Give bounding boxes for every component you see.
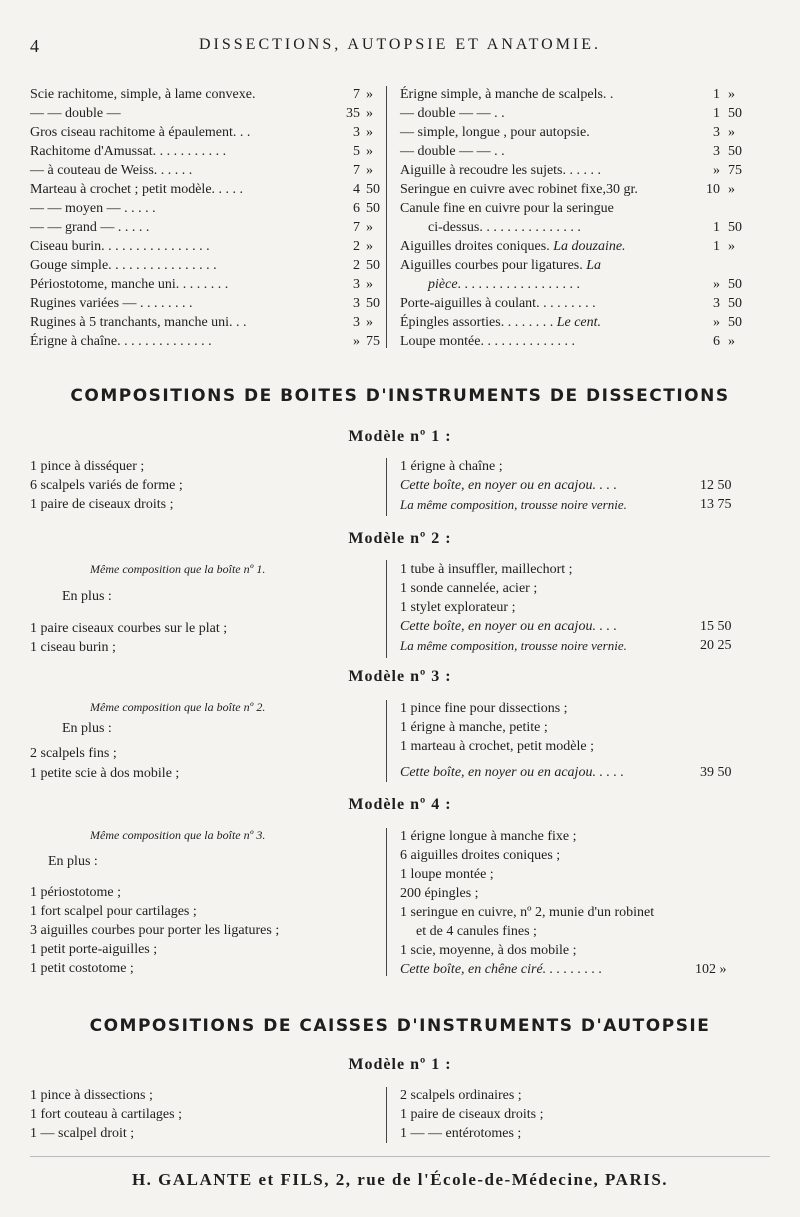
- price-row-text: — — grand — . . . . .: [30, 220, 150, 235]
- price-row: [30, 105, 392, 123]
- m4-box-label: Cette boîte, en chêne ciré. . . . . . . . .: [400, 962, 603, 977]
- price-centimes: »: [728, 334, 735, 349]
- price-row: [30, 238, 392, 256]
- price-francs: 10: [706, 182, 720, 197]
- price-row: [400, 124, 754, 142]
- price-row-label-italic: La: [586, 258, 602, 273]
- price-row: [400, 295, 754, 313]
- price-row-label-italic: pièce: [428, 277, 458, 292]
- price-row-text: Loupe montée. . . . . . . . . . . . . .: [400, 334, 575, 349]
- price-row-label: [400, 181, 638, 199]
- price-row: [30, 314, 392, 332]
- m3-note: Même composition que la boîte nº 2.: [90, 700, 266, 714]
- m3-right-item: 1 marteau à crochet, petit modèle ;: [400, 739, 594, 754]
- m1-box-price: 12 50: [700, 478, 732, 493]
- price-francs: 5: [353, 144, 360, 159]
- section-title-autopsie: COMPOSITIONS DE CAISSES D'INSTRUMENTS D'AUTOPSIE: [89, 1016, 711, 1036]
- price-francs: 3: [353, 125, 360, 140]
- price-francs: 1: [713, 239, 720, 254]
- price-row-text: ci-dessus. . . . . . . . . . . . . . .: [428, 220, 581, 235]
- price-row-text: — à couteau de Weiss. . . . . .: [30, 163, 193, 178]
- price-francs: »: [713, 315, 720, 330]
- price-francs: 1: [713, 220, 720, 235]
- price-row-text: Aiguilles droites coniques.: [400, 239, 550, 254]
- modele-3-heading: Modèle nº 3 :: [348, 668, 452, 685]
- price-row-label: [400, 143, 505, 161]
- price-row-label: [400, 124, 590, 142]
- price-row-text: Épingles assorties. . . . . . . .: [400, 315, 554, 330]
- price-row: [400, 143, 754, 161]
- a1-right-item: 1 — — entérotomes ;: [400, 1126, 522, 1141]
- a1-left-item: 1 fort couteau à cartilages ;: [30, 1107, 182, 1122]
- m4-left-item: 1 petit costotome ;: [30, 961, 134, 976]
- m2-alt-label: La même composition, trousse noire vernie.: [400, 638, 627, 653]
- price-francs: 1: [713, 87, 720, 102]
- m4-right-item: 1 loupe montée ;: [400, 867, 494, 882]
- price-row: [400, 181, 754, 199]
- price-centimes: »: [728, 239, 735, 254]
- m3-box-label: Cette boîte, en noyer ou en acajou. . . . .: [400, 765, 624, 780]
- a1-right-item: 2 scalpels ordinaires ;: [400, 1088, 522, 1103]
- price-row-text: . . . . . . . . . . . . . . . . . .: [457, 277, 581, 292]
- price-row-text: Érigne à chaîne. . . . . . . . . . . . . .: [30, 334, 212, 349]
- m2-left-item: 1 ciseau burin ;: [30, 640, 116, 655]
- price-row-text: Ciseau burin. . . . . . . . . . . . . . . .: [30, 239, 210, 254]
- m2-right-item: 1 tube à insuffler, maillechort ;: [400, 562, 573, 577]
- price-row-label: [30, 276, 228, 294]
- price-francs: 3: [353, 277, 360, 292]
- price-centimes: »: [728, 182, 735, 197]
- price-row-label: [400, 86, 613, 104]
- m4-plus: En plus :: [48, 854, 98, 869]
- price-francs: »: [713, 163, 720, 178]
- modele-1-heading: Modèle nº 1 :: [348, 428, 452, 445]
- price-francs: 3: [353, 296, 360, 311]
- m3-left-item: 1 petite scie à dos mobile ;: [30, 766, 180, 781]
- price-row-label: [400, 105, 505, 123]
- price-row-text: — double — — . .: [400, 144, 505, 159]
- price-row: [30, 200, 392, 218]
- price-centimes: 50: [728, 220, 742, 235]
- m4-left-item: 1 périostotome ;: [30, 885, 121, 900]
- price-row-text: — double — — . .: [400, 106, 505, 121]
- m4-box-price: 102 »: [695, 962, 727, 977]
- price-centimes: »: [728, 125, 735, 140]
- price-row-text: — — moyen — . . . . .: [30, 201, 156, 216]
- price-row: [30, 86, 392, 104]
- price-row-label-italic: La douzaine.: [553, 239, 626, 254]
- m3-right-item: 1 pince fine pour dissections ;: [400, 701, 568, 716]
- price-row-label: [30, 86, 255, 104]
- price-row: [30, 143, 392, 161]
- price-row-label: [428, 219, 581, 237]
- price-row: [30, 295, 392, 313]
- a1-right-item: 1 paire de ciseaux droits ;: [400, 1107, 544, 1122]
- price-centimes: 50: [366, 296, 380, 311]
- a1-left-item: 1 — scalpel droit ;: [30, 1126, 135, 1141]
- price-centimes: »: [366, 239, 373, 254]
- m4-left-item: 1 petit porte-aiguilles ;: [30, 942, 158, 957]
- modele-4-heading: Modèle nº 4 :: [348, 796, 452, 813]
- column-divider: [386, 828, 387, 976]
- price-row: [400, 219, 754, 237]
- price-francs: 35: [346, 106, 360, 121]
- m1-alt-price: 13 75: [700, 497, 732, 512]
- price-row: [400, 333, 754, 351]
- price-row-label: [30, 238, 210, 256]
- m3-plus: En plus :: [62, 721, 112, 736]
- column-divider: [386, 700, 387, 782]
- price-row-text: Rugines variées — . . . . . . . .: [30, 296, 193, 311]
- m1-left-item: 6 scalpels variés de forme ;: [30, 478, 183, 493]
- page-title: DISSECTIONS, AUTOPSIE ET ANATOMIE.: [198, 36, 602, 53]
- m4-left-item: 3 aiguilles courbes pour porter les ligatures ;: [30, 923, 280, 938]
- footer-address: H. GALANTE et FILS, 2, rue de l'École-de-Médecine, PARIS.: [131, 1170, 669, 1189]
- m4-right-item: 1 scie, moyenne, à dos mobile ;: [400, 943, 577, 958]
- price-row-text: Marteau à crochet ; petit modèle. . . . .: [30, 182, 244, 197]
- price-row-label: [30, 105, 121, 123]
- price-row-text: Rugines à 5 tranchants, manche uni. . .: [30, 315, 247, 330]
- price-row-text: Rachitome d'Amussat. . . . . . . . . . .: [30, 144, 227, 159]
- price-row: [400, 257, 754, 275]
- price-centimes: 50: [366, 258, 380, 273]
- price-francs: 3: [353, 315, 360, 330]
- price-row: [30, 257, 392, 275]
- m4-left-item: 1 fort scalpel pour cartilages ;: [30, 904, 197, 919]
- price-centimes: 50: [728, 106, 742, 121]
- m3-box-price: 39 50: [700, 765, 732, 780]
- m4-right-item: 200 épingles ;: [400, 886, 479, 901]
- m4-note: Même composition que la boîte nº 3.: [90, 828, 266, 842]
- m2-box-price: 15 50: [700, 619, 732, 634]
- m2-note: Même composition que la boîte nº 1.: [90, 562, 266, 576]
- price-centimes: 50: [728, 315, 742, 330]
- price-centimes: 75: [366, 334, 380, 349]
- price-centimes: »: [366, 144, 373, 159]
- price-centimes: 50: [728, 277, 742, 292]
- column-divider: [386, 1087, 387, 1143]
- m1-box-label: Cette boîte, en noyer ou en acajou. . . .: [400, 478, 617, 493]
- price-francs: 7: [353, 87, 360, 102]
- page-number: 4: [30, 36, 39, 56]
- price-row-text: Érigne simple, à manche de scalpels. .: [400, 87, 614, 102]
- price-row-text: Périostotome, manche uni. . . . . . . .: [30, 277, 229, 292]
- price-francs: 2: [353, 239, 360, 254]
- price-row-label-italic: Le cent.: [556, 315, 602, 330]
- price-row-label: [30, 219, 149, 237]
- price-row-text: — — double —: [30, 106, 121, 121]
- m3-right-item: 1 érigne à manche, petite ;: [400, 720, 548, 735]
- price-francs: 1: [713, 106, 720, 121]
- price-row: [30, 181, 392, 199]
- price-francs: 2: [353, 258, 360, 273]
- price-row-text: Porte-aiguilles à coulant. . . . . . . . .: [400, 296, 596, 311]
- m1-right-item: 1 érigne à chaîne ;: [400, 459, 503, 474]
- price-row: [30, 276, 392, 294]
- section-title-dissection: COMPOSITIONS DE BOITES D'INSTRUMENTS DE DISSECTIONS: [70, 386, 730, 406]
- price-row: [400, 162, 754, 180]
- price-row: [30, 333, 392, 351]
- price-row-label: [400, 162, 601, 180]
- column-divider: [386, 458, 387, 516]
- price-francs: 3: [713, 125, 720, 140]
- price-row: [400, 276, 754, 294]
- modele-2-heading: Modèle nº 2 :: [348, 530, 452, 547]
- price-centimes: 50: [728, 144, 742, 159]
- m4-right-item: et de 4 canules fines ;: [416, 924, 537, 939]
- price-row: [400, 86, 754, 104]
- price-row-text: Gouge simple. . . . . . . . . . . . . . . .: [30, 258, 217, 273]
- price-row-label: [30, 314, 247, 332]
- column-divider: [386, 560, 387, 658]
- m1-left-item: 1 paire de ciseaux droits ;: [30, 497, 174, 512]
- m2-box-label: Cette boîte, en noyer ou en acajou. . . .: [400, 619, 617, 634]
- price-centimes: »: [366, 87, 373, 102]
- price-francs: »: [713, 277, 720, 292]
- price-row-label: [400, 257, 601, 275]
- column-divider: [386, 86, 387, 348]
- autopsie-modele-1-heading: Modèle nº 1 :: [348, 1056, 452, 1073]
- price-row-label: [30, 295, 193, 313]
- price-row-label: [30, 200, 156, 218]
- price-row-text: Scie rachitome, simple, à lame convexe.: [30, 87, 256, 102]
- m2-alt-price: 20 25: [700, 638, 732, 653]
- price-francs: 6: [713, 334, 720, 349]
- footer-rule: [30, 1156, 770, 1157]
- price-centimes: 50: [366, 182, 380, 197]
- price-row-text: Gros ciseau rachitome à épaulement. . .: [30, 125, 251, 140]
- price-row: [30, 219, 392, 237]
- price-row-label: [400, 295, 596, 313]
- price-row: [400, 238, 754, 256]
- price-row-text: Aiguille à recoudre les sujets. . . . . .: [400, 163, 602, 178]
- m3-left-item: 2 scalpels fins ;: [30, 746, 117, 761]
- price-row-text: Canule fine en cuivre pour la seringue: [400, 201, 614, 216]
- price-row-label: [400, 314, 601, 332]
- price-row-label: [30, 181, 243, 199]
- m4-right-item: 6 aiguilles droites coniques ;: [400, 848, 561, 863]
- price-centimes: »: [366, 163, 373, 178]
- price-centimes: 75: [728, 163, 742, 178]
- m1-alt-label: La même composition, trousse noire vernie.: [400, 497, 627, 512]
- m4-right-item: 1 érigne longue à manche fixe ;: [400, 829, 577, 844]
- price-francs: 3: [713, 144, 720, 159]
- price-centimes: »: [366, 220, 373, 235]
- m2-right-item: 1 stylet explorateur ;: [400, 600, 516, 615]
- price-row-label: [400, 200, 614, 218]
- m1-left-item: 1 pince à disséquer ;: [30, 459, 145, 474]
- price-francs: 7: [353, 220, 360, 235]
- price-row-label: [400, 238, 626, 256]
- price-centimes: »: [366, 106, 373, 121]
- price-centimes: »: [366, 277, 373, 292]
- price-row: [30, 162, 392, 180]
- price-francs: 6: [353, 201, 360, 216]
- price-row-label: [30, 162, 192, 180]
- price-centimes: 50: [366, 201, 380, 216]
- price-francs: 3: [713, 296, 720, 311]
- price-francs: 7: [353, 163, 360, 178]
- price-centimes: »: [728, 87, 735, 102]
- price-centimes: »: [366, 315, 373, 330]
- m4-right-item: 1 seringue en cuivre, nº 2, munie d'un robinet: [400, 905, 655, 920]
- price-row-text: Seringue en cuivre avec robinet fixe,30 gr.: [400, 182, 638, 197]
- price-row-label: [30, 124, 250, 142]
- price-francs: »: [353, 334, 360, 349]
- price-row-label: [30, 333, 212, 351]
- m2-plus: En plus :: [62, 589, 112, 604]
- price-row: [400, 314, 754, 332]
- price-row: [30, 124, 392, 142]
- m2-left-item: 1 paire ciseaux courbes sur le plat ;: [30, 621, 228, 636]
- price-francs: 4: [353, 182, 360, 197]
- price-row-label: [30, 143, 226, 161]
- price-row: [400, 200, 754, 218]
- price-centimes: 50: [728, 296, 742, 311]
- price-row-label: [400, 333, 575, 351]
- price-centimes: »: [366, 125, 373, 140]
- price-row: [400, 105, 754, 123]
- price-row-text: — simple, longue , pour autopsie.: [400, 125, 590, 140]
- price-row-label: [428, 276, 580, 294]
- a1-left-item: 1 pince à dissections ;: [30, 1088, 153, 1103]
- m2-right-item: 1 sonde cannelée, acier ;: [400, 581, 538, 596]
- price-row-label: [30, 257, 217, 275]
- price-row-text: Aiguilles courbes pour ligatures.: [400, 258, 583, 273]
